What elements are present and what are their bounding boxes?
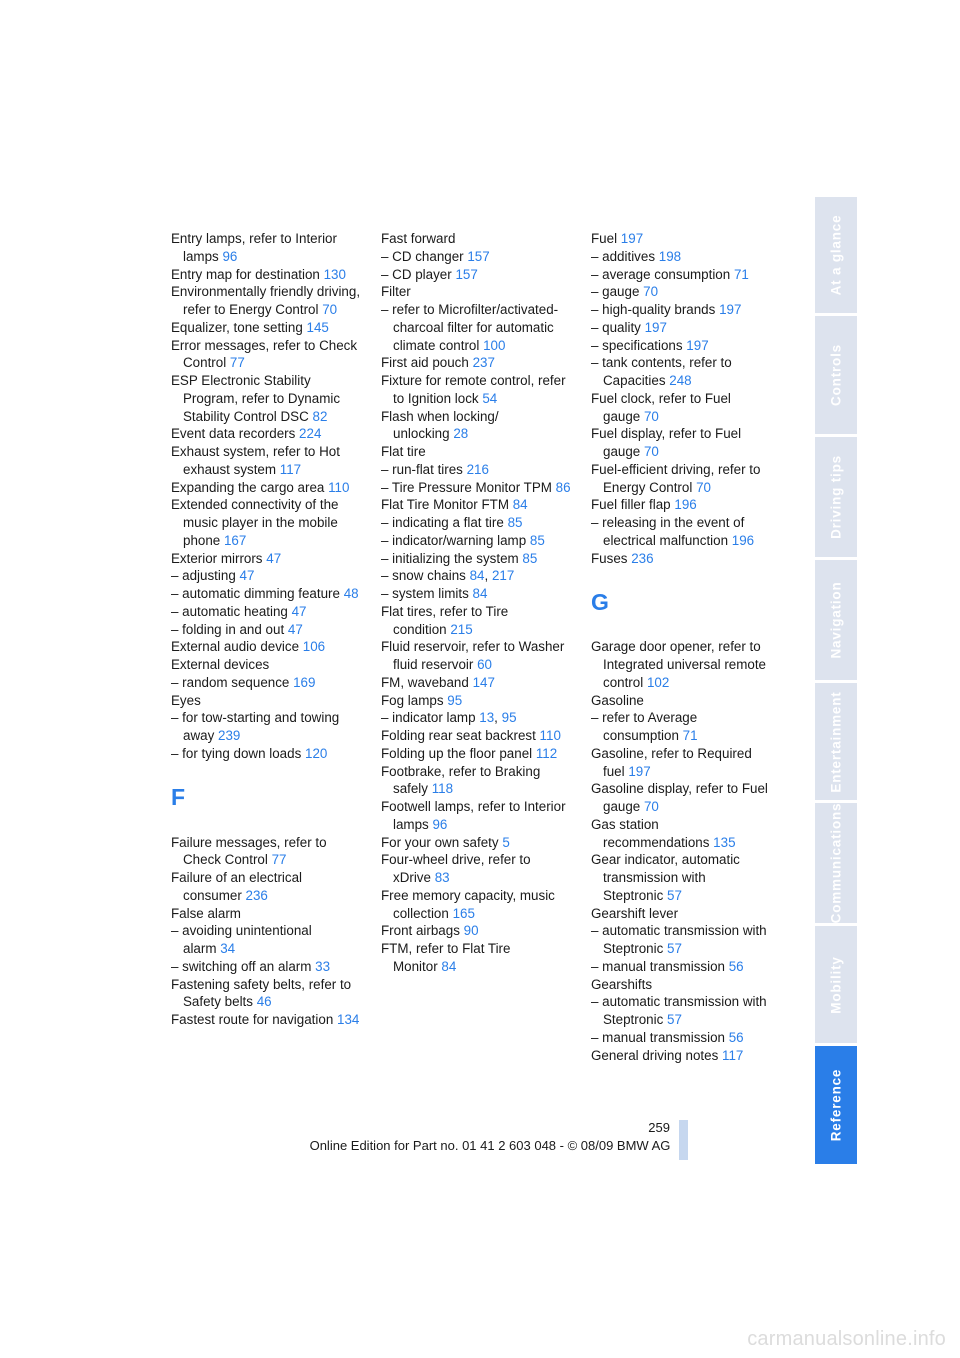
entry-text: Front airbags xyxy=(381,923,460,939)
entry-text: Fuel xyxy=(591,231,618,246)
index-entry xyxy=(171,550,366,568)
entry-text: – refer to Microfilter/activated-charcoal filter for automatic climate control xyxy=(381,302,559,353)
index-entry xyxy=(381,283,576,301)
index-entry xyxy=(171,496,366,549)
entry-text: Filter xyxy=(381,284,411,300)
entry-text: – automatic heating xyxy=(171,603,288,619)
entry-text: Entry map for destination xyxy=(171,266,320,282)
index-entry xyxy=(591,390,786,426)
index-entry xyxy=(381,443,576,461)
entry-text: – manual transmission xyxy=(591,1029,725,1045)
index-entry xyxy=(381,301,576,354)
page-link[interactable]: 110 xyxy=(328,479,350,495)
entry-text: – automatic transmission with Steptronic xyxy=(591,923,767,956)
entry-text: – refer to Average consumption xyxy=(591,710,698,743)
entry-text: – random sequence xyxy=(171,674,290,690)
index-entry xyxy=(381,922,576,940)
index-entry xyxy=(591,514,786,550)
page-link[interactable]: 85 xyxy=(522,550,538,566)
entry-text: External devices xyxy=(171,657,270,672)
edition-footer: Online Edition for Part no. 01 41 2 603 048 - © 08/09 BMW AG xyxy=(309,1138,671,1153)
entry-text: False alarm xyxy=(171,905,241,921)
page-link[interactable]: 165 xyxy=(452,905,475,921)
section-tab-label: Entertainment xyxy=(828,690,844,793)
entry-text: – indicating a flat tire xyxy=(381,515,504,530)
entry-text: – average consumption xyxy=(591,266,731,282)
index-entry: – snow chains 84, 217 xyxy=(381,568,515,584)
page-link[interactable]: 47 xyxy=(266,550,282,566)
page-link[interactable]: 196 xyxy=(674,497,697,513)
page-link[interactable]: 217 xyxy=(491,568,515,584)
index-column-3 xyxy=(591,230,786,1064)
page-link[interactable]: 57 xyxy=(667,1012,682,1027)
page-link[interactable]: 95 xyxy=(447,692,463,708)
page-link[interactable]: 54 xyxy=(482,390,498,406)
index-entry xyxy=(171,567,366,585)
page-link[interactable]: 198 xyxy=(658,248,682,264)
entry-text: – indicator/warning lamp xyxy=(381,532,527,548)
page-link[interactable]: 197 xyxy=(686,337,709,353)
page-link[interactable]: 48 xyxy=(343,586,359,601)
index-entry xyxy=(381,674,576,692)
entry-text: – automatic dimming feature xyxy=(171,586,340,601)
index-entry xyxy=(171,425,366,443)
index-entry xyxy=(381,887,576,923)
page-link[interactable]: 47 xyxy=(291,603,307,619)
entry-text: – high-quality brands xyxy=(591,302,716,317)
page-link[interactable]: 70 xyxy=(643,444,659,459)
page-link[interactable]: 239 xyxy=(218,728,241,743)
page-link[interactable]: 145 xyxy=(306,319,329,335)
index-entry xyxy=(171,603,366,621)
entry-text: Flat tire xyxy=(381,444,426,459)
page-link[interactable]: 28 xyxy=(453,426,469,442)
entry-text: – for tying down loads xyxy=(171,745,302,761)
index-entry xyxy=(171,585,366,603)
section-tab-label: Controls xyxy=(828,344,844,406)
page-link[interactable]: 84 xyxy=(441,958,457,974)
index-entry xyxy=(591,496,786,514)
entry-text: Failure messages, refer to Check Control xyxy=(171,834,327,868)
entry-text: FTM, refer to Flat Tire Monitor xyxy=(381,941,511,974)
index-entry xyxy=(171,479,366,497)
section-tab[interactable] xyxy=(815,926,857,1043)
page-link[interactable]: 157 xyxy=(467,248,490,264)
index-entry xyxy=(171,692,366,710)
index-entry xyxy=(381,496,576,514)
entry-text: Expanding the cargo area xyxy=(171,479,325,495)
entry-text: – gauge xyxy=(591,284,640,300)
page-link[interactable]: 71 xyxy=(682,728,698,743)
index-entry xyxy=(171,674,366,692)
index-entry xyxy=(171,976,366,1012)
entry-text: – avoiding unintentional alarm xyxy=(171,923,312,956)
section-tab-label: Communications xyxy=(828,802,844,924)
entry-text: Flat Tire Monitor FTM xyxy=(381,497,509,513)
entry-text: FM, waveband xyxy=(381,674,469,690)
page-link[interactable]: 100 xyxy=(483,337,506,353)
page-link[interactable]: 96 xyxy=(432,816,448,832)
index-entry xyxy=(591,638,786,691)
page-link[interactable]: 84 xyxy=(469,568,485,584)
entry-text: Gearshifts xyxy=(591,976,653,992)
index-entry xyxy=(171,958,366,976)
entry-text: Gearshift lever xyxy=(591,905,679,921)
section-tab[interactable] xyxy=(815,803,857,923)
index-entry xyxy=(381,266,576,284)
entry-text: – CD changer xyxy=(381,248,464,264)
entry-text: Footbrake, refer to Braking safely xyxy=(381,763,541,797)
entry-text: – quality xyxy=(591,319,641,335)
index-entry xyxy=(591,283,786,301)
page-link[interactable]: 33 xyxy=(315,958,331,974)
entry-text: – system limits xyxy=(381,586,469,601)
index-entry xyxy=(171,905,366,923)
page-link[interactable]: 70 xyxy=(643,799,659,814)
index-column-1 xyxy=(171,230,366,1029)
page-link[interactable]: 236 xyxy=(631,550,654,566)
entry-text: – CD player xyxy=(381,266,452,282)
entry-text: – automatic transmission with Steptronic xyxy=(591,994,767,1027)
page-link[interactable]: 70 xyxy=(696,479,711,495)
page-link[interactable]: 248 xyxy=(669,373,692,388)
index-entry xyxy=(591,816,786,852)
entry-text: – folding in and out xyxy=(171,621,285,637)
index-entry xyxy=(171,1011,366,1029)
page-link[interactable]: 197 xyxy=(620,231,644,246)
entry-text: Error messages, refer to Check Control xyxy=(171,337,358,371)
index-entry xyxy=(591,230,786,248)
page-link[interactable]: 197 xyxy=(719,302,742,317)
page-link[interactable]: 57 xyxy=(667,887,682,903)
index-entry xyxy=(171,922,366,958)
page-link[interactable]: 197 xyxy=(644,319,667,335)
page-link[interactable]: 196 xyxy=(731,532,755,548)
index-entry xyxy=(591,993,786,1029)
entry-text: – Tire Pressure Monitor TPM xyxy=(381,479,552,495)
entry-text: – tank contents, refer to Capacities xyxy=(591,355,732,388)
section-tab-label: Driving tips xyxy=(828,455,844,539)
index-entry xyxy=(171,319,366,337)
page-link[interactable]: 134 xyxy=(337,1012,360,1027)
entry-text: Exterior mirrors xyxy=(171,550,263,566)
entry-text: Equalizer, tone setting xyxy=(171,319,303,335)
entry-text: General driving notes xyxy=(591,1047,719,1063)
page-link[interactable]: 84 xyxy=(512,497,528,513)
entry-text: Extended connectivity of the music player in the mobile phone xyxy=(171,497,339,548)
index-entry xyxy=(171,656,366,674)
index-entry xyxy=(591,922,786,958)
entry-text: Event data recorders xyxy=(171,426,296,442)
index-entry xyxy=(591,319,786,337)
entry-text: ESP Electronic Stability Program, refer to Dynamic Stability Control DSC xyxy=(171,373,341,424)
page-link[interactable]: 95 xyxy=(501,710,517,726)
page-link[interactable]: 47 xyxy=(239,568,255,584)
page-link[interactable]: 106 xyxy=(302,639,326,655)
index-entry xyxy=(381,550,576,568)
index-entry xyxy=(171,443,366,479)
page-link[interactable]: 224 xyxy=(299,426,322,442)
index-entry xyxy=(591,550,786,568)
page-link[interactable]: 46 xyxy=(256,994,272,1010)
index-entry xyxy=(381,248,576,266)
page-link[interactable]: 110 xyxy=(539,728,561,743)
entry-text: Eyes xyxy=(171,692,201,708)
index-entry xyxy=(591,780,786,816)
index-entry xyxy=(381,230,576,248)
entry-text: For your own safety xyxy=(381,834,499,850)
entry-text: – for tow-starting and towing away xyxy=(171,710,340,743)
index-entry xyxy=(591,709,786,745)
page-link[interactable]: 77 xyxy=(229,355,245,371)
index-entry xyxy=(171,266,366,284)
page-link[interactable]: 167 xyxy=(223,532,247,548)
page-link[interactable]: 118 xyxy=(431,781,454,797)
section-tab[interactable] xyxy=(815,316,857,434)
index-entry xyxy=(381,461,576,479)
section-tab[interactable] xyxy=(815,683,857,800)
index-entry xyxy=(381,763,576,799)
index-entry xyxy=(171,372,366,425)
entry-text: Gasoline, refer to Required fuel xyxy=(591,745,752,779)
page-link[interactable]: 84 xyxy=(472,586,488,601)
index-entry xyxy=(381,727,576,745)
page-link[interactable]: 56 xyxy=(728,1029,744,1045)
page-link[interactable]: 130 xyxy=(323,266,346,282)
page-link[interactable]: 135 xyxy=(713,834,736,850)
index-entry xyxy=(381,408,576,444)
page-link[interactable]: 71 xyxy=(733,266,749,282)
entry-text: Fixture for remote control, refer to Ignition lock xyxy=(381,373,566,406)
section-tab-label: Reference xyxy=(828,1068,844,1142)
section-tab[interactable] xyxy=(815,437,857,557)
index-entry xyxy=(381,834,576,852)
index-entry xyxy=(381,745,576,763)
index-entry xyxy=(591,745,786,781)
entry-text: Fastest route for navigation xyxy=(171,1012,334,1027)
section-tabs xyxy=(815,197,857,1167)
page-link[interactable]: 83 xyxy=(434,870,450,885)
index-entry xyxy=(381,940,576,976)
index-entry xyxy=(171,638,366,656)
section-letter: G xyxy=(591,589,609,615)
index-entry xyxy=(591,248,786,266)
index-entry xyxy=(381,585,576,603)
index-entry xyxy=(171,283,366,319)
page-link[interactable]: 157 xyxy=(455,266,478,282)
index-column-2 xyxy=(381,230,576,976)
index-entry xyxy=(381,479,576,497)
index-entry xyxy=(381,798,576,834)
index-entry xyxy=(591,461,786,497)
entry-text: Four-wheel drive, refer to xDrive xyxy=(381,852,531,885)
entry-text: – adjusting xyxy=(171,568,236,584)
index-entry xyxy=(381,372,576,408)
entry-text: – snow chains xyxy=(381,568,466,584)
section-letter: F xyxy=(171,784,186,811)
entry-text: Flash when locking/ unlocking xyxy=(381,408,499,442)
page-link[interactable]: 70 xyxy=(643,284,659,300)
section-tab-label: Mobility xyxy=(828,955,844,1014)
entry-text: Environmentally friendly driving, refer to Energy Control xyxy=(171,284,361,317)
page-link[interactable]: 90 xyxy=(463,923,479,939)
page-link[interactable]: 102 xyxy=(646,674,670,690)
entry-text: Fuses xyxy=(591,550,628,566)
index-entry xyxy=(171,745,366,763)
page-link[interactable]: 86 xyxy=(555,479,571,495)
entry-text: – specifications xyxy=(591,337,683,353)
section-tab-label: Navigation xyxy=(828,581,844,659)
page-link[interactable]: 215 xyxy=(450,621,473,637)
page-link[interactable]: 77 xyxy=(271,852,287,868)
entry-text: – additives xyxy=(591,248,656,264)
entry-text: Folding up the floor panel xyxy=(381,745,533,761)
index-entry xyxy=(381,603,576,639)
page-link[interactable]: 85 xyxy=(529,532,545,548)
page-link[interactable]: 47 xyxy=(287,621,303,637)
entry-text: First aid pouch xyxy=(381,355,469,371)
entry-text: Folding rear seat backrest xyxy=(381,728,536,743)
page-link[interactable]: 120 xyxy=(305,745,328,761)
page-link[interactable]: 70 xyxy=(322,302,338,317)
page-link[interactable]: 117 xyxy=(722,1047,744,1063)
entry-text: Gear indicator, automatic transmission with Steptronic xyxy=(591,852,740,903)
watermark: carmanualsonline.info xyxy=(747,1328,946,1350)
page-link[interactable]: 236 xyxy=(245,887,268,903)
entry-text: Gasoline xyxy=(591,692,644,708)
index-entry xyxy=(381,638,576,674)
index-entry xyxy=(171,230,366,266)
index-entry xyxy=(381,354,576,372)
page-link[interactable]: 112 xyxy=(535,745,558,761)
index-entry xyxy=(591,1029,786,1047)
page-link[interactable]: 34 xyxy=(220,941,236,956)
index-entry xyxy=(171,869,366,905)
page-link[interactable]: 169 xyxy=(293,674,316,690)
entry-text: Fastening safety belts, refer to Safety belts xyxy=(171,976,352,1010)
page-link[interactable]: 147 xyxy=(472,674,495,690)
entry-text: – initializing the system xyxy=(381,550,519,566)
page-link[interactable]: 70 xyxy=(643,408,659,424)
index-entry xyxy=(591,851,786,904)
page-link[interactable]: 197 xyxy=(628,763,651,779)
index-entry xyxy=(591,692,786,710)
entry-text: Gasoline display, refer to Fuel gauge xyxy=(591,781,768,814)
entry-text: Free memory capacity, music collection xyxy=(381,887,555,921)
index-entry xyxy=(171,709,366,745)
index-entry xyxy=(591,976,786,994)
index-entry xyxy=(591,905,786,923)
index-entry xyxy=(171,834,366,870)
entry-text: Fuel-efficient driving, refer to Energy Control xyxy=(591,461,761,495)
page-link[interactable]: 117 xyxy=(279,461,302,477)
entry-text: Footwell lamps, refer to Interior lamps xyxy=(381,799,566,832)
section-tab[interactable] xyxy=(815,560,857,680)
page-link[interactable]: 85 xyxy=(507,515,523,530)
page-link[interactable]: 237 xyxy=(472,355,495,371)
entry-text: Fluid reservoir, refer to Washer fluid reservoir xyxy=(381,639,565,672)
page-link[interactable]: 57 xyxy=(667,941,682,956)
page-link[interactable]: 82 xyxy=(312,408,328,424)
entry-text: Fuel clock, refer to Fuel gauge xyxy=(591,390,731,424)
entry-text: External audio device xyxy=(171,639,300,655)
entry-text: Garage door opener, refer to Integrated universal remote control xyxy=(591,639,767,690)
index-entry xyxy=(591,425,786,461)
entry-text: Exhaust system, refer to Hot exhaust system xyxy=(171,444,340,477)
index-entry xyxy=(591,266,786,284)
index-entry xyxy=(171,337,366,373)
index-entry xyxy=(591,337,786,355)
index-entry xyxy=(381,532,576,550)
index-entry xyxy=(591,354,786,390)
index-entry xyxy=(381,514,576,532)
index-entry xyxy=(591,301,786,319)
page-link[interactable]: 56 xyxy=(728,958,744,974)
entry-text: – run-flat tires xyxy=(381,461,463,477)
entry-text: Gas station recommendations xyxy=(591,816,710,850)
page-number: 259 xyxy=(648,1120,670,1135)
page-link[interactable]: 5 xyxy=(502,834,510,850)
entry-text: Fast forward xyxy=(381,231,456,246)
entry-text: Fog lamps xyxy=(381,692,444,708)
page-link[interactable]: 216 xyxy=(466,461,489,477)
index-entry: – indicator lamp 13, 95 xyxy=(381,710,517,726)
entry-text: – indicator lamp xyxy=(381,710,476,726)
entry-text: Fuel display, refer to Fuel gauge xyxy=(591,426,742,459)
section-tab-label: At a glance xyxy=(828,214,844,296)
entry-text: Failure of an electrical consumer xyxy=(171,870,302,903)
entry-text: – releasing in the event of electrical malfunction xyxy=(591,515,745,548)
index-entry xyxy=(381,692,576,710)
page-link[interactable]: 13 xyxy=(479,710,495,726)
entry-text: Entry lamps, refer to Interior lamps xyxy=(171,231,337,264)
index-entry xyxy=(591,1047,786,1065)
page-link[interactable]: 60 xyxy=(477,657,493,672)
index-entry xyxy=(171,621,366,639)
entry-text: – manual transmission xyxy=(591,958,725,974)
index-entry xyxy=(591,958,786,976)
entry-text: Flat tires, refer to Tire condition xyxy=(381,603,509,637)
index-entry xyxy=(381,851,576,887)
entry-text: Fuel filler flap xyxy=(591,497,671,513)
entry-text: – switching off an alarm xyxy=(171,958,312,974)
section-tab[interactable] xyxy=(815,197,857,313)
page-link[interactable]: 96 xyxy=(222,248,238,264)
